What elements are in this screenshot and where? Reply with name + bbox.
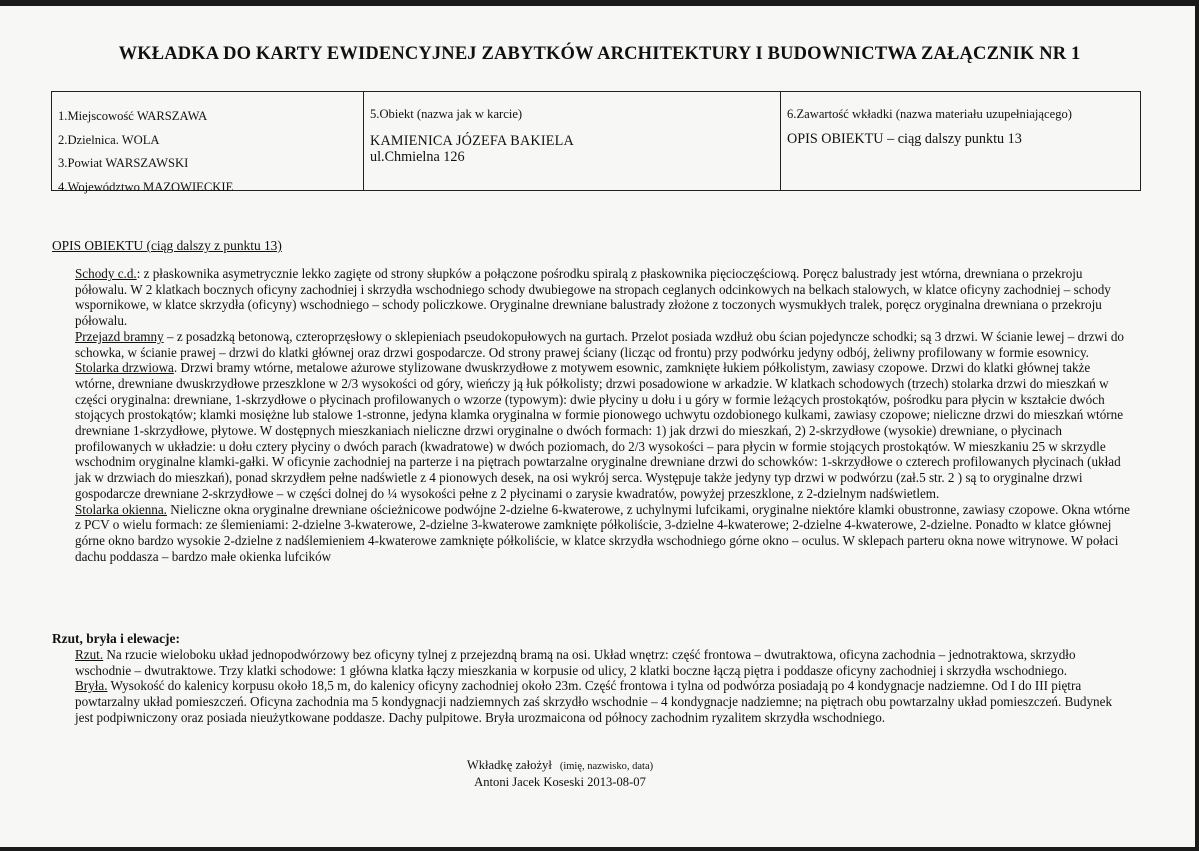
- footer-prepared-label: Wkładkę założył: [466, 758, 552, 772]
- paragraph-text-schody: : z płaskownika asymetrycznie lekko zagięte od strony słupków a połączone pośrodku spiralą z płaskownika pięcioczęściową. Poręcz balustrady jest wtórna, drewniana o przekroju półowalu. W 2 klatkach bocznych oficyny zachodniej i skrzydła wschodniego schody dwubiegowe na stropach ceglanych odcinkowych na belkach stalowych, w klatce oficyny zachodniej – schody wspornikowe, w klatce skrzydła (oficyny) wschodniego – schody policzkowe. Oryginalne drewniane balustrady złożone z toczonych wysmukłych tralek, poręcz oryginalna drewniana o przekroju półowalu.: [75, 266, 1111, 329]
- object-label: 5.Obiekt (nazwa jak w karcie): [370, 107, 523, 121]
- footer-author: Antoni Jacek Koseski 2013-08-07: [474, 774, 646, 789]
- rzut-body: [75, 647, 1133, 726]
- object-name: KAMIENICA JÓZEFA BAKIELA: [370, 133, 574, 149]
- rzut-heading: Rzut, bryła i elewacje:: [52, 631, 180, 646]
- object-address: ul.Chmielna 126: [370, 149, 465, 165]
- content-label: 6.Zawartość wkładki (nazwa materiału uzupełniającego): [787, 107, 1072, 121]
- location-county: 3.Powiat WARSZAWSKI: [58, 156, 189, 170]
- paragraph-label-rzut: Rzut.: [75, 647, 104, 662]
- paragraph-label-stolarka-okienna: Stolarka okienna.: [75, 501, 167, 517]
- paragraph-stolarka-okienna: [75, 502, 1133, 565]
- location-cell: [52, 92, 364, 194]
- paragraph-label-stolarka-drzwiowa: Stolarka drzwiowa: [75, 360, 174, 376]
- scan-edge-top: [0, 0, 1199, 6]
- location-district: 2.Dzielnica. WOLA: [58, 132, 160, 147]
- paragraph-schody: [75, 266, 1133, 329]
- paragraph-label-bryla: Bryła.: [75, 678, 108, 694]
- paragraph-rzut: [75, 647, 1133, 678]
- scan-edge-bottom: [0, 847, 1199, 851]
- paragraph-text-bryla: Wysokość do kalenicy korpusu około 18,5 m, do kalenicy oficyny zachodniej około 23m. Część frontowa i tylna od podwórza posiadają po 4 kondygnacje nadziemne. Od I do III piętra powtarzalny układ pomieszczeń. Oficyna zachodnia ma 5 kondygnacji nadziemnych zaś skrzydło wschodnie – 4 kondygnacje nadziemne; na piętrach obu powtarzalny układ pomieszczeń. Budynek jest podpiwniczony oraz posiada nieużytkowane poddasze. Dachy pulpitowe. Bryła urozmaicona od północy zachodnim ryzalitem skrzydła wschodniego.: [75, 678, 1113, 725]
- paragraph-stolarka-drzwiowa: [75, 360, 1133, 501]
- description-body: [75, 266, 1133, 564]
- paragraph-text-stolarka-drzwiowa: . Drzwi bramy wtórne, metalowe ażurowe stylizowane dwuskrzydłowe z motywem esownic, zamknięte łukiem półkolistym, zawiasy czopowe. Drzwi do klatki głównej także wtórne, drewniane dwuskrzydłowe przeszklone w 2/3 wysokości od góry, wieńczy ją łuk półkolisty; drzwi posadowione w arkadzie. W klatkach schodowych (trzech) stolarka drzwi do mieszkań w części oryginalna: drewniane, 1-skrzydłowe o płycinach profilowanych o wzorze (typowym): dwie płyciny u dołu i u góry w formie leżących prostokątów, pośrodku para płycin w kształcie dwóch stojących prostokątów; klamki mosiężne lub stalowe 1-stronne, jedyna klamka oryginalna w formie pionowego uchwytu ozdobionego kulkami, zawiasy czopowe; nieliczne drzwi do mieszkań wtórne drewniane 1-skrzydłowe, płytowe. W dostępnych mieszkaniach nieliczne drzwi oryginalne o dwóch formach: 1) jak drzwi do mieszkań, 2) 2-skrzydłowe (wysokie) drewniane, o płycinach profilowanych w układzie: u dołu cztery płyciny o dwóch parach (kwadratowe) w dwóch poziomach, do 2/3 wysokości – para płycin w formie stojących prostokątów. W mieszkaniu 25 w skrzydle wschodnim oryginalne klamki-gałki. W oficynie zachodniej na parterze i na piętrach powtarzalne oryginalne drewniane drzwi do schowków: 1-skrzydłowe o czterech profilowanych płycinach (układ jak w drzwiach do mieszkań), ponad skrzydłem pełne nadświetle z 4 pionowych desek, na osi wykrój serca. Występuje także jedyny typ drzwi w podwórzu (zał.5 str. 2 ) są to oryginalne drzwi gospodarcze drewniane 2-skrzydłowe – w części dolnej do ¼ wysokości pełne z 2 płycinami o zarysie kwadratów, powyżej przeszklone, z 2-dzielnym nadświetlem.: [75, 360, 1124, 501]
- scan-edge-right: [1195, 0, 1199, 851]
- location-voivodeship: 4.Województwo MAZOWIECKIE: [58, 179, 234, 194]
- paragraph-bryla: [75, 678, 1133, 725]
- object-cell: [364, 92, 781, 190]
- paragraph-label-przejazd: Przejazd bramny: [75, 328, 164, 344]
- section-heading: OPIS OBIEKTU (ciąg dalszy z punktu 13): [52, 238, 282, 253]
- paragraph-przejazd: [75, 329, 1133, 360]
- location-town: 1.Miejscowość WARSZAWA: [58, 109, 208, 123]
- paragraph-label-schody: Schody c.d.: [75, 266, 137, 281]
- footer-prepared-line: [0, 758, 1120, 775]
- paragraph-text-stolarka-okienna: Nieliczne okna oryginalne drewniane ościeżnicowe podwójne 2-dzielne 6-kwaterowe, z uchylnymi lufcikami, oryginalne niektóre klamki obustronne, zawiasy czopowe. Okna wtórne z PCV o wielu formach: ze ślemieniami: 2-dzielne 3-kwaterowe, 2-dzielne 3-kwaterowe zamknięte półkoliście, 3-dzielne 4-kwaterowe; 2-dzielne 4-kwaterowe, 2-dzielne. Ponadto w klatce głównej górne okno bardzo wysokie 2-dzielne z nadślemieniem 4-kwaterowe zamknięte półkoliście, w klatce skrzydła wschodniego górne okno – oculus. W sklepach parteru okna nowe witrynowe. W połaci dachu poddasza – bardzo małe okienka lufcików: [75, 501, 1130, 564]
- paragraph-text-przejazd: – z posadzką betonową, czteroprzęsłowy o sklepieniach pseudokopułowych na gurtach. Przelot posiada wzdłuż obu ścian pojedyncze schodki; są 3 drzwi. W ścianie lewej – drzwi do schowka, w ścianie prawej – drzwi do klatki głównej oraz drzwi gospodarcze. Od strony prawej ściany (licząc od frontu) przy podwórku jedyny odbój, żeliwny profilowany w formie esownicy.: [75, 328, 1124, 360]
- footer-signature: [0, 758, 1120, 790]
- paragraph-text-rzut: Na rzucie wieloboku układ jednopodwórzowy bez oficyny tylnej z przejezdną bramą na osi. Układ wnętrz: część frontowa – dwutraktowa, oficyna zachodnia – jednotraktowa, skrzydło wschodnie – dwutraktowe. Trzy klatki schodowe: 1 główna klatka łączy mieszkania w korpusie od ulicy, 2 klatki boczne łączą piętra i poddasze oficyny zachodniej i skrzydła wschodniego.: [75, 647, 1076, 678]
- content-cell: [781, 92, 1140, 190]
- page-title: WKŁADKA DO KARTY EWIDENCYJNEJ ZABYTKÓW ARCHITEKTURY I BUDOWNICTWA ZAŁĄCZNIK NR 1: [118, 44, 1081, 64]
- header-table: [51, 91, 1141, 194]
- footer-prepared-note: (imię, nazwisko, data): [559, 761, 654, 772]
- content-value: OPIS OBIEKTU – ciąg dalszy punktu 13: [787, 131, 1022, 147]
